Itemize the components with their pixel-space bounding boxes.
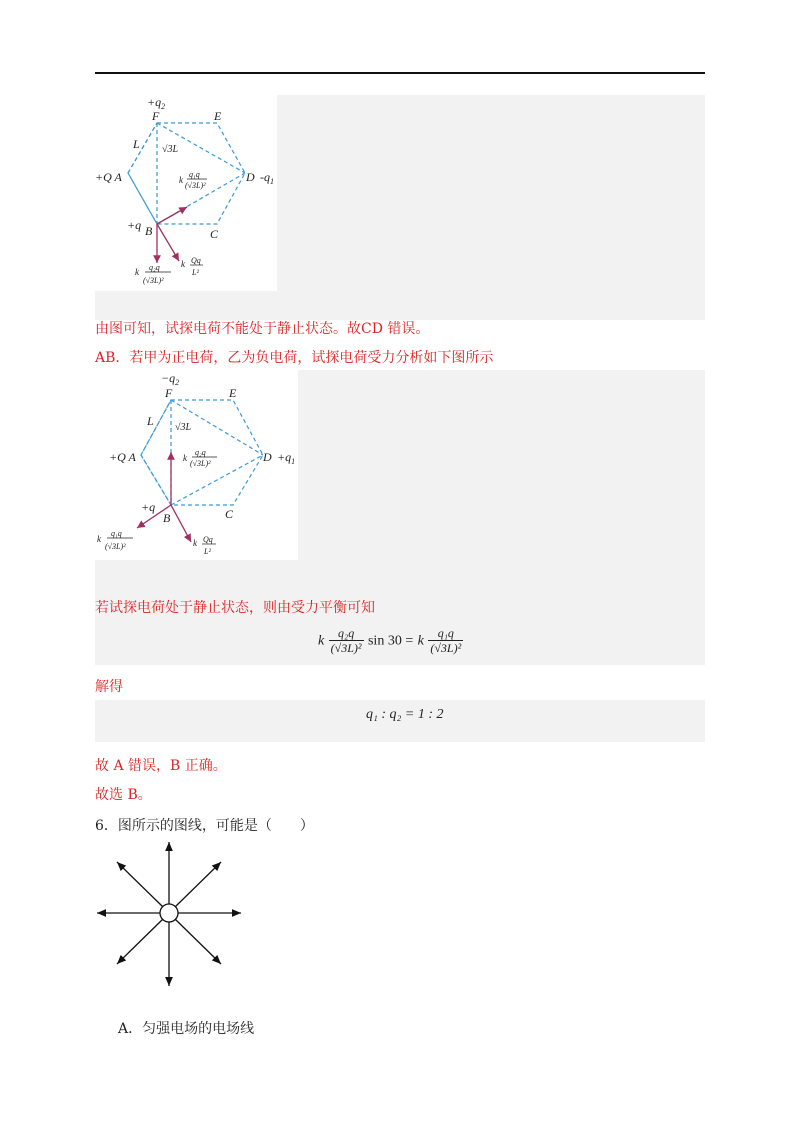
label-E: E bbox=[229, 386, 237, 400]
svg-text:k: k bbox=[135, 267, 139, 277]
label-B: B bbox=[163, 511, 171, 525]
label-D: D bbox=[246, 170, 255, 184]
force-label-Qq bbox=[193, 535, 216, 556]
svg-text:Qq: Qq bbox=[203, 535, 213, 544]
label-plusq: +q bbox=[127, 218, 142, 232]
label-plusQA: +Q A bbox=[109, 450, 136, 464]
label-minusq1: $-q_1$ bbox=[260, 170, 274, 186]
option-a[interactable]: A．匀强电场的电场线 bbox=[118, 1021, 255, 1037]
svg-text:k: k bbox=[181, 259, 185, 269]
label-C: C bbox=[210, 227, 219, 241]
label-q2: $+q_2$ bbox=[147, 95, 166, 111]
equation-force-balance: k $\frac{\text{q₂q}}{\text{(√3L)²}}$ sin 30 = k $\frac{\text{q₁q}}{\text{(√3L)²}}$ bbox=[318, 626, 462, 655]
figure-1 bbox=[95, 95, 277, 291]
svg-text:(√3L)²: (√3L)² bbox=[143, 276, 164, 285]
label-F: F bbox=[152, 109, 160, 123]
label-sqrt3L: √3L bbox=[162, 144, 179, 155]
svg-text:(√3L)²: (√3L)² bbox=[185, 181, 206, 190]
svg-text:q₂q: q₂q bbox=[195, 448, 206, 457]
question-6: 6．图所示的图线，可能是（ ） bbox=[95, 818, 314, 834]
label-plusq: +q bbox=[141, 500, 156, 514]
text-cd-wrong: 由图可知，试探电荷不能处于静止状态。故CD 错误。 bbox=[95, 321, 430, 337]
label-q2: $-q_2$ bbox=[161, 371, 180, 387]
svg-text:(√3L)²: (√3L)² bbox=[190, 459, 211, 468]
svg-text:L²: L² bbox=[192, 268, 199, 277]
svg-text:L²: L² bbox=[204, 547, 211, 556]
text-static-condition: 若试探电荷处于静止状态，则由受力平衡可知 bbox=[95, 600, 375, 616]
text-choose-b: 故选 B。 bbox=[95, 787, 152, 803]
figure-field-lines bbox=[95, 840, 245, 988]
label-sqrt3L: √3L bbox=[175, 422, 192, 433]
label-E: E bbox=[214, 109, 222, 123]
label-F: F bbox=[165, 386, 173, 400]
label-plusq1: $+q_1$ bbox=[277, 450, 296, 466]
force-label-mid bbox=[179, 170, 207, 190]
label-L: L bbox=[133, 137, 140, 151]
header-rule bbox=[95, 72, 705, 74]
label-B: B bbox=[145, 224, 153, 238]
svg-text:(√3L)²: (√3L)² bbox=[105, 542, 126, 551]
svg-text:k: k bbox=[97, 534, 101, 544]
label-L: L bbox=[147, 414, 154, 428]
label-plusQA: +Q A bbox=[95, 170, 122, 184]
svg-text:q₁q: q₁q bbox=[189, 170, 200, 179]
svg-text:k: k bbox=[183, 453, 187, 463]
equation-ratio: q₁ : q₂ = 1 : 2 bbox=[366, 707, 444, 722]
svg-text:k: k bbox=[193, 538, 197, 548]
svg-text:q₁q: q₁q bbox=[111, 529, 122, 538]
svg-text:q₂q: q₂q bbox=[149, 263, 160, 272]
force-label-bottom bbox=[135, 263, 171, 285]
label-C: C bbox=[225, 507, 234, 521]
text-solve: 解得 bbox=[95, 679, 123, 695]
text-ab-analysis: AB．若甲为正电荷，乙为负电荷，试探电荷受力分析如下图所示 bbox=[95, 350, 494, 366]
svg-text:k: k bbox=[179, 175, 183, 185]
force-label-left bbox=[97, 529, 133, 551]
force-label-mid bbox=[183, 448, 217, 468]
label-D: D bbox=[263, 450, 272, 464]
svg-text:Qq: Qq bbox=[191, 256, 201, 265]
figure-2 bbox=[95, 370, 298, 560]
force-label-Qq bbox=[181, 256, 203, 277]
text-a-wrong-b-right: 故 A 错误，B 正确。 bbox=[95, 758, 227, 774]
